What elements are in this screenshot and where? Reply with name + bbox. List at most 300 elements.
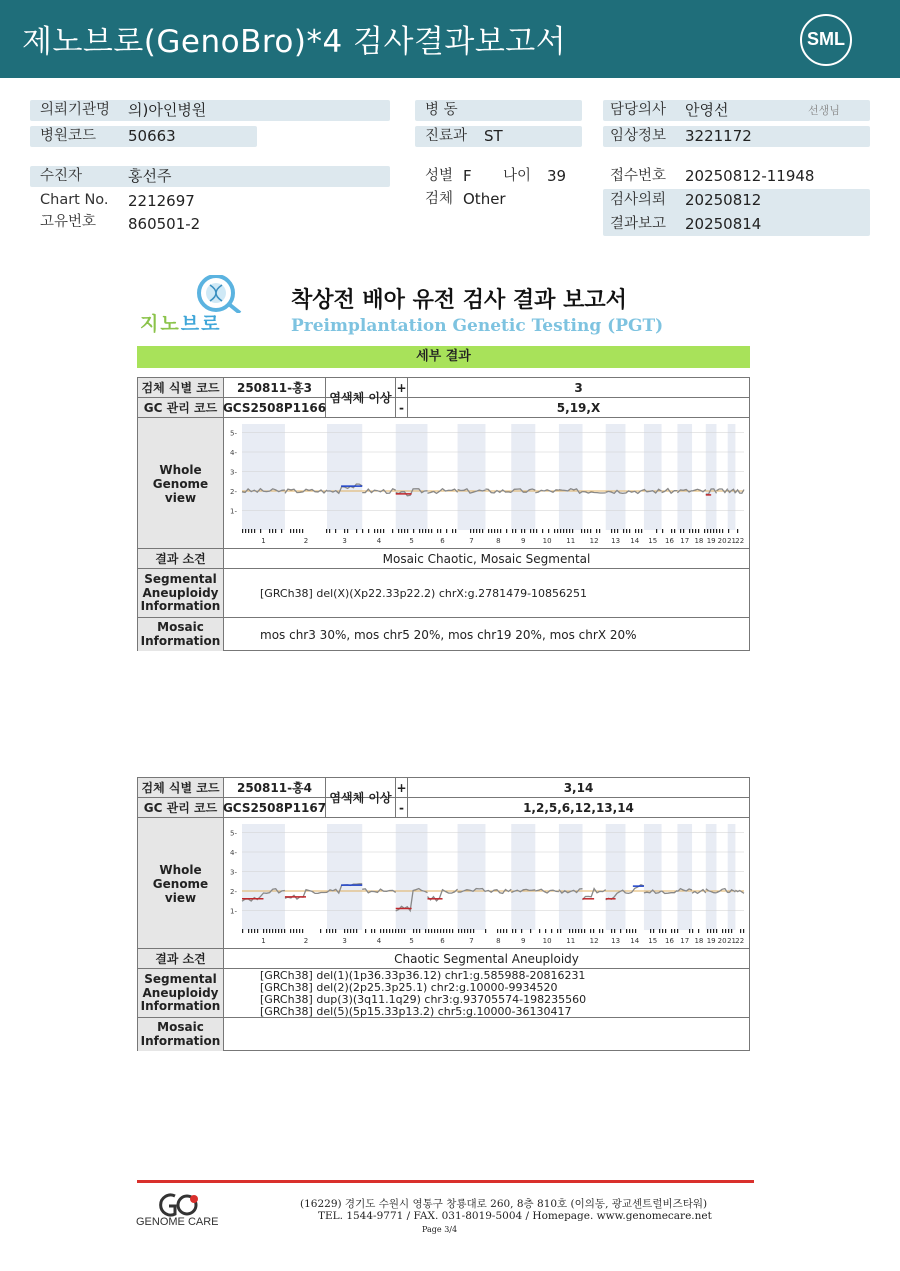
ideogram-mark	[524, 529, 525, 533]
x-tick-label: 3	[342, 937, 347, 945]
section-title: 세부 결과	[137, 346, 750, 368]
ideogram-mark	[476, 529, 477, 533]
ideogram-mark	[557, 929, 558, 933]
plus-value: 3	[574, 380, 583, 395]
x-tick-label: 21	[727, 537, 737, 545]
x-tick-label: 8	[496, 937, 501, 945]
ideogram-mark	[452, 929, 453, 933]
ideogram-mark	[395, 929, 396, 933]
ideogram-mark	[362, 529, 363, 533]
gc-code-value: GCS2508P1166	[224, 398, 326, 417]
sex-label: 성별	[425, 168, 454, 184]
ideogram-mark	[416, 929, 417, 933]
chart-label: Chart No.	[40, 192, 109, 208]
ideogram-mark	[710, 929, 711, 933]
ideogram-mark	[710, 529, 711, 533]
x-tick-label: 19	[706, 937, 716, 945]
info-bar-name	[30, 166, 390, 187]
sample-code-row	[138, 778, 749, 798]
clinical-value: 3221172	[685, 127, 752, 145]
result-value: Mosaic Chaotic, Mosaic Segmental	[382, 551, 591, 566]
doctor-suffix: 선생님	[808, 104, 840, 117]
ideogram-mark	[350, 929, 351, 933]
ideogram-mark	[302, 529, 303, 533]
receipt-value: 20250812-11948	[685, 167, 815, 185]
gc-code-row	[138, 798, 749, 818]
ideogram-mark	[284, 929, 285, 933]
sample-code-row	[138, 378, 749, 398]
ideogram-mark	[698, 529, 699, 533]
ideogram-mark	[554, 529, 555, 533]
sex-value: F	[463, 167, 472, 185]
seg-line: [GRCh38] dup(3)(3q11.1q29) chr3:g.93705574-198235560	[260, 993, 587, 1006]
ideogram-mark	[320, 929, 321, 933]
ideogram-mark	[683, 529, 684, 533]
ideogram-mark	[251, 929, 252, 933]
ideogram-mark	[248, 929, 249, 933]
age-label: 나이	[503, 168, 532, 184]
ideogram-mark	[707, 529, 708, 533]
ideogram-mark	[614, 929, 615, 933]
ideogram-mark	[458, 929, 459, 933]
chromosome-band	[396, 824, 428, 930]
ideogram-mark	[401, 929, 402, 933]
x-tick-label: 4	[376, 537, 382, 545]
hospital-code-value: 50663	[128, 127, 176, 145]
chromosome-band	[327, 424, 362, 530]
ideogram-mark	[632, 929, 633, 933]
ideogram-mark	[347, 929, 348, 933]
chromosome-band	[559, 424, 583, 530]
doctor-value: 안영선	[685, 101, 729, 119]
wgv-label: Whole Genome view	[138, 418, 224, 548]
footer-divider	[137, 1180, 754, 1183]
mosaic-label: Mosaic Information	[138, 1018, 224, 1051]
chromosome-band	[511, 424, 535, 530]
ideogram-mark	[281, 929, 282, 933]
ideogram-mark	[584, 929, 585, 933]
ideogram-mark	[641, 529, 642, 533]
ideogram-mark	[590, 529, 591, 533]
ideogram-mark	[530, 529, 531, 533]
chrom-abn-label: 염색체 이상	[326, 778, 396, 818]
y-tick-label: 2-	[230, 888, 237, 896]
ideogram-mark	[650, 929, 651, 933]
gc-code-label: GC 관리 코드	[138, 398, 224, 417]
ideogram-mark	[551, 929, 552, 933]
mosaic-value	[224, 1018, 749, 1051]
ideogram-mark	[383, 529, 384, 533]
ideogram-mark	[326, 929, 327, 933]
report-date-value: 20250814	[685, 215, 762, 233]
ideogram-mark	[404, 529, 405, 533]
ideogram-mark	[290, 529, 291, 533]
ideogram-mark	[677, 929, 678, 933]
copy-number-trace	[486, 889, 512, 893]
ideogram-mark	[374, 929, 375, 933]
chrom-abn-label: 염색체 이상	[326, 378, 396, 418]
x-tick-label: 14	[630, 937, 640, 945]
chromosome-band	[396, 424, 428, 530]
ideogram-mark	[401, 529, 402, 533]
x-tick-label: 12	[589, 937, 599, 945]
ideogram-mark	[344, 929, 345, 933]
ideogram-mark	[296, 929, 297, 933]
ideogram-mark	[281, 529, 282, 533]
ideogram-mark	[692, 929, 693, 933]
ideogram-mark	[716, 529, 717, 533]
ideogram-mark	[242, 929, 243, 933]
ideogram-mark	[626, 529, 627, 533]
chromosome-band	[606, 824, 626, 930]
chromosome-band	[458, 424, 486, 530]
mosaic-row	[138, 618, 749, 651]
x-tick-label: 22	[735, 537, 745, 545]
ideogram-mark	[515, 529, 516, 533]
ideogram-mark	[590, 929, 591, 933]
report-date-label: 결과보고	[610, 216, 667, 232]
ideogram-mark	[353, 929, 354, 933]
x-tick-label: 5	[409, 937, 414, 945]
ideogram-mark	[377, 529, 378, 533]
ideogram-mark	[272, 929, 273, 933]
ideogram-mark	[506, 929, 507, 933]
ideogram-mark	[689, 929, 690, 933]
chromosome-band	[511, 824, 535, 930]
ideogram-mark	[611, 529, 612, 533]
ideogram-mark	[572, 529, 573, 533]
x-tick-label: 20	[717, 937, 727, 945]
report-header	[0, 0, 900, 78]
x-tick-label: 11	[566, 537, 576, 545]
seg-row	[138, 569, 749, 618]
sample-code-label: 검체 식별 코드	[138, 778, 224, 797]
y-tick-label: 2-	[230, 488, 237, 496]
ward-label: 병 동	[425, 102, 458, 118]
mosaic-row	[138, 1018, 749, 1051]
ideogram-mark	[716, 929, 717, 933]
ideogram-mark	[728, 529, 729, 533]
ideogram-mark	[254, 529, 255, 533]
ideogram-mark	[329, 929, 330, 933]
ideogram-mark	[707, 929, 708, 933]
x-tick-label: 8	[496, 537, 501, 545]
unique-value: 860501-2	[128, 215, 201, 233]
ideogram-mark	[578, 929, 579, 933]
name-label: 수진자	[40, 168, 83, 184]
ideogram-mark	[638, 529, 639, 533]
ideogram-mark	[329, 529, 330, 533]
x-tick-label: 1	[261, 537, 266, 545]
ideogram-mark	[422, 529, 423, 533]
hospital-code-label: 병원코드	[40, 128, 97, 144]
ideogram-mark	[431, 529, 432, 533]
ideogram-mark	[740, 929, 741, 933]
x-tick-label: 18	[694, 537, 704, 545]
ideogram-mark	[446, 529, 447, 533]
report-title: 착상전 배아 유전 검사 결과 보고서	[291, 288, 627, 313]
ideogram-mark	[704, 529, 705, 533]
ideogram-mark	[719, 529, 720, 533]
x-tick-label: 21	[727, 937, 737, 945]
minus-value: 1,2,5,6,12,13,14	[523, 800, 634, 815]
x-tick-label: 10	[542, 937, 552, 945]
seg-label: Segmental Aneuploidy Information	[138, 969, 224, 1017]
x-tick-label: 3	[342, 537, 347, 545]
ideogram-mark	[428, 529, 429, 533]
x-tick-label: 12	[589, 537, 599, 545]
plus-value: 3,14	[563, 780, 594, 795]
genome-chart	[224, 818, 749, 948]
y-tick-label: 5-	[230, 429, 237, 438]
x-tick-label: 11	[566, 937, 576, 945]
ideogram-mark	[251, 529, 252, 533]
minus-value: 5,19,X	[556, 400, 601, 415]
ideogram-mark	[731, 929, 732, 933]
sml-logo-text: SML	[807, 29, 845, 49]
ideogram-mark	[275, 929, 276, 933]
mosaic-value: mos chr3 30%, mos chr5 20%, mos chr19 20%, mos chrX 20%	[260, 627, 637, 642]
chromosome-band	[644, 424, 662, 530]
ideogram-mark	[254, 929, 255, 933]
result-value: Chaotic Segmental Aneuploidy	[394, 951, 579, 966]
ideogram-mark	[614, 529, 615, 533]
ideogram-mark	[392, 929, 393, 933]
ideogram-mark	[470, 529, 471, 533]
ideogram-mark	[248, 529, 249, 533]
ideogram-mark	[425, 929, 426, 933]
report-subtitle: Preimplantation Genetic Testing (PGT)	[291, 316, 664, 336]
ideogram-mark	[575, 929, 576, 933]
x-tick-label: 20	[717, 537, 727, 545]
chromosome-band	[559, 824, 583, 930]
ideogram-mark	[599, 929, 600, 933]
ideogram-mark	[539, 929, 540, 933]
genome-chart-svg	[224, 418, 749, 548]
institution-label: 의뢰기관명	[40, 102, 111, 118]
ideogram-mark	[245, 529, 246, 533]
chromosome-band	[327, 824, 362, 930]
ideogram-mark	[566, 529, 567, 533]
ideogram-mark	[437, 929, 438, 933]
ideogram-mark	[446, 929, 447, 933]
ideogram-mark	[332, 929, 333, 933]
plus-sign: +	[396, 778, 408, 797]
ideogram-mark	[473, 529, 474, 533]
wgv-row	[138, 818, 749, 949]
ideogram-mark	[671, 929, 672, 933]
ideogram-mark	[656, 529, 657, 533]
ideogram-mark	[425, 529, 426, 533]
gc-code-label: GC 관리 코드	[138, 798, 224, 817]
seg-label: Segmental Aneuploidy Information	[138, 569, 224, 617]
ideogram-mark	[662, 529, 663, 533]
ideogram-mark	[269, 529, 270, 533]
ideogram-mark	[266, 929, 267, 933]
chromosome-band	[458, 824, 486, 930]
minus-sign: -	[396, 798, 408, 817]
ideogram-mark	[599, 529, 600, 533]
ideogram-mark	[437, 529, 438, 533]
x-tick-label: 19	[706, 537, 716, 545]
ideogram-mark	[380, 529, 381, 533]
ideogram-mark	[413, 529, 414, 533]
ideogram-mark	[569, 529, 570, 533]
ideogram-mark	[428, 929, 429, 933]
ideogram-mark	[299, 529, 300, 533]
unique-label: 고유번호	[40, 214, 97, 230]
ideogram-mark	[512, 529, 513, 533]
ideogram-mark	[455, 529, 456, 533]
ideogram-mark	[521, 929, 522, 933]
ideogram-mark	[635, 529, 636, 533]
ideogram-mark	[419, 929, 420, 933]
ideogram-mark	[500, 929, 501, 933]
y-tick-label: 1-	[230, 907, 237, 916]
y-tick-label: 4-	[230, 449, 237, 457]
seg-line: [GRCh38] del(1)(1p36.33p36.12) chr1:g.585988-20816231	[260, 969, 586, 982]
ideogram-mark	[404, 929, 405, 933]
ideogram-mark	[452, 529, 453, 533]
ideogram-mark	[695, 529, 696, 533]
seg-value	[224, 969, 749, 1017]
ideogram-mark	[479, 529, 480, 533]
chromosome-band	[677, 824, 692, 930]
chromosome-band	[706, 424, 717, 530]
ideogram-mark	[413, 929, 414, 933]
chromosome-band	[242, 824, 285, 930]
seg-line: [GRCh38] del(X)(Xp22.33p22.2) chrX:g.2781479-10856251	[260, 587, 588, 600]
ideogram-mark	[275, 529, 276, 533]
sample-block-1	[137, 377, 750, 651]
y-tick-label: 5-	[230, 829, 237, 838]
doctor-label: 담당의사	[610, 102, 667, 118]
gc-code-row	[138, 398, 749, 418]
x-tick-label: 2	[303, 537, 309, 545]
ideogram-mark	[674, 529, 675, 533]
y-tick-label: 1-	[230, 507, 237, 516]
seg-line: [GRCh38] del(2)(2p25.3p25.1) chr2:g.10000-9934520	[260, 981, 558, 994]
footer-contact: TEL. 1544-9771 / FAX. 031-8019-5004 / Homepage. www.genomecare.net	[318, 1210, 712, 1222]
ideogram-mark	[386, 929, 387, 933]
ideogram-mark	[467, 929, 468, 933]
ideogram-mark	[662, 929, 663, 933]
ideogram-mark	[581, 929, 582, 933]
ideogram-mark	[512, 929, 513, 933]
ideogram-mark	[557, 529, 558, 533]
x-tick-label: 16	[665, 937, 674, 945]
x-tick-label: 6	[440, 537, 445, 545]
page-title: 제노브로(GenoBro)*4 검사결과보고서	[22, 24, 567, 60]
ideogram-mark	[356, 529, 357, 533]
ideogram-mark	[431, 929, 432, 933]
result-row	[138, 549, 749, 569]
ideogram-mark	[365, 929, 366, 933]
gc-code-value: GCS2508P1167	[224, 798, 326, 817]
ideogram-mark	[449, 929, 450, 933]
y-tick-label: 3-	[230, 868, 237, 877]
genome-chart-svg	[224, 818, 749, 948]
footer-address: (16229) 경기도 수원시 영통구 창룡대로 260, 8층 810호 (이의동, 광교센트럴비즈타워)	[300, 1198, 708, 1210]
x-tick-label: 9	[521, 537, 526, 545]
ideogram-mark	[602, 929, 603, 933]
ideogram-mark	[278, 929, 279, 933]
name-value: 홍선주	[128, 167, 172, 185]
x-tick-label: 15	[648, 537, 658, 545]
ideogram-mark	[698, 929, 699, 933]
ideogram-mark	[398, 529, 399, 533]
sample-code-label: 검체 식별 코드	[138, 378, 224, 397]
ideogram-mark	[503, 929, 504, 933]
x-tick-label: 16	[665, 537, 674, 545]
ideogram-mark	[521, 529, 522, 533]
ideogram-mark	[269, 929, 270, 933]
ideogram-mark	[440, 529, 441, 533]
ideogram-mark	[611, 929, 612, 933]
ideogram-mark	[626, 929, 627, 933]
ideogram-mark	[713, 929, 714, 933]
ideogram-mark	[587, 529, 588, 533]
x-tick-label: 17	[680, 537, 690, 545]
copy-number-trace	[583, 492, 606, 493]
ideogram-mark	[299, 929, 300, 933]
ideogram-mark	[434, 929, 435, 933]
ideogram-mark	[743, 929, 744, 933]
ideogram-mark	[659, 929, 660, 933]
ideogram-mark	[515, 929, 516, 933]
ideogram-mark	[722, 929, 723, 933]
x-tick-label: 10	[542, 537, 552, 545]
ideogram-mark	[296, 529, 297, 533]
ideogram-mark	[461, 929, 462, 933]
x-tick-label: 4	[376, 937, 382, 945]
ideogram-mark	[533, 529, 534, 533]
ideogram-mark	[497, 529, 498, 533]
ideogram-mark	[473, 929, 474, 933]
genobro-logo-icon	[140, 275, 250, 313]
mosaic-label: Mosaic Information	[138, 618, 224, 651]
receipt-label: 접수번호	[610, 168, 667, 184]
x-tick-label: 15	[648, 937, 658, 945]
ideogram-mark	[488, 529, 489, 533]
genobro-logo-text: 지노브로	[140, 313, 222, 335]
x-tick-label: 6	[440, 937, 445, 945]
genome-care-name: GENOME CARE	[136, 1216, 219, 1228]
ideogram-mark	[470, 929, 471, 933]
x-tick-label: 17	[680, 937, 690, 945]
ideogram-mark	[491, 529, 492, 533]
ideogram-mark	[500, 529, 501, 533]
x-tick-label: 9	[521, 937, 526, 945]
ideogram-mark	[443, 929, 444, 933]
chromosome-band	[728, 824, 736, 930]
ideogram-mark	[494, 529, 495, 533]
seg-line: [GRCh38] del(5)(5p15.33p13.2) chr5:g.10000-36130417	[260, 1005, 572, 1018]
sample-block-2	[137, 777, 750, 1051]
wgv-row	[138, 418, 749, 549]
ideogram-mark	[272, 529, 273, 533]
copy-number-trace	[362, 889, 396, 893]
result-row	[138, 949, 749, 969]
ideogram-mark	[506, 529, 507, 533]
chromosome-band	[606, 424, 626, 530]
x-tick-label: 13	[611, 537, 621, 545]
ideogram-mark	[617, 529, 618, 533]
x-tick-label: 14	[630, 537, 640, 545]
x-tick-label: 7	[469, 937, 474, 945]
ideogram-mark	[302, 929, 303, 933]
x-tick-label: 2	[303, 937, 309, 945]
